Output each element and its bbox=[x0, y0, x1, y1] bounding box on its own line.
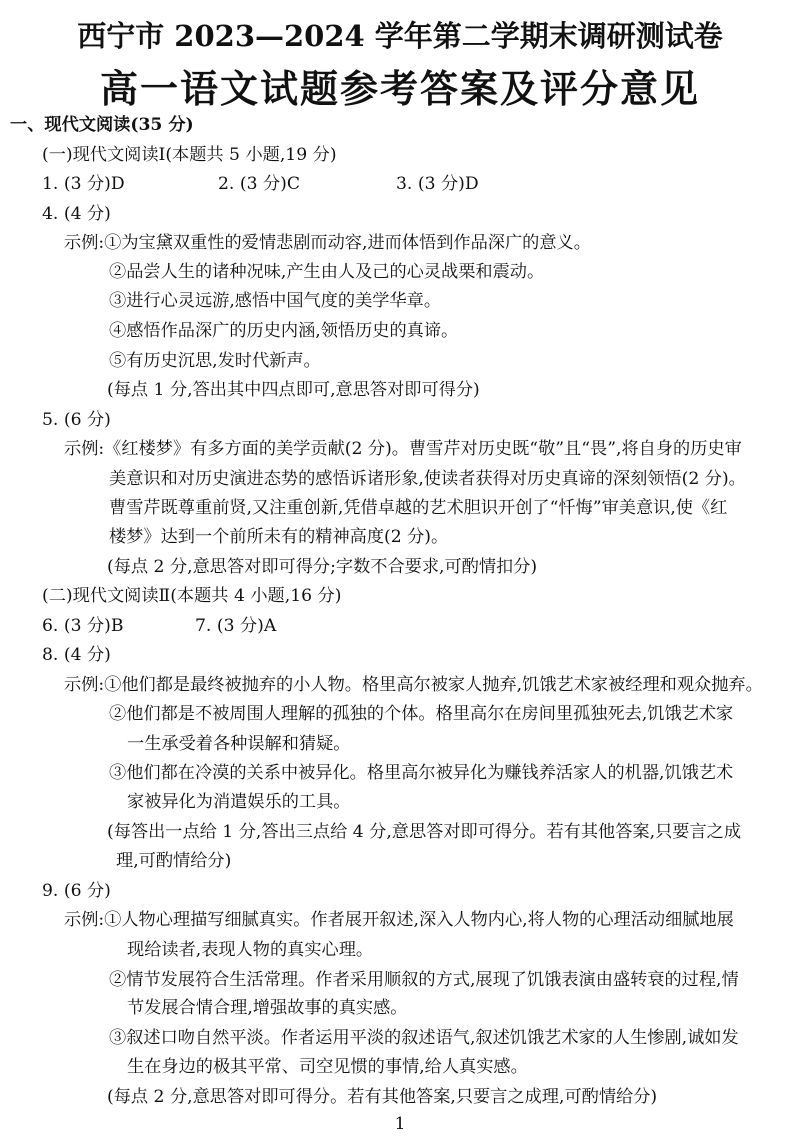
q4-line: ②品尝人生的诸种况味,产生由人及己的心灵战栗和震动。 bbox=[109, 262, 545, 283]
q5-line: 美意识和对历史演进态势的感悟诉诸形象,使读者获得对历史真谛的深刻领悟(2 分)。 bbox=[109, 468, 746, 489]
q9-line: 现给读者,表现人物的真实心理。 bbox=[127, 939, 374, 960]
part1-heading: (一)现代文阅读Ⅰ(本题共 5 小题,19 分) bbox=[42, 144, 337, 165]
q8-line: ③他们都在冷漠的关系中被异化。格里高尔被异化为赚钱养活家人的机器,饥饿艺术 bbox=[109, 763, 734, 784]
q4-line: 示例:①为宝黛双重性的爱情悲剧而动容,进而体悟到作品深广的意义。 bbox=[64, 232, 591, 253]
q8-scoring-note: (每答出一点给 1 分,答出三点给 4 分,意思答对即可得分。若有其他答案,只要言之成 bbox=[107, 822, 742, 843]
q5-line: 示例:《红楼梦》有多方面的美学贡献(2 分)。曹雪芹对历史既“敬”且“畏”,将自身的历史审 bbox=[64, 438, 742, 459]
q9-line: 示例:①人物心理描写细腻真实。作者展开叙述,深入人物内心,将人物的心理活动细腻地展 bbox=[64, 909, 734, 930]
q8-scoring-note: 理,可酌情给分) bbox=[116, 851, 232, 871]
page-number: 1 bbox=[394, 1114, 406, 1134]
answer-q2: 2. (3 分)C bbox=[218, 173, 301, 194]
q5-scoring-note: (每点 2 分,意思答对即可得分;字数不合要求,可酌情扣分) bbox=[107, 557, 538, 578]
q9-line: ②情节发展符合生活常理。作者采用顺叙的方式,展现了饥饿表演由盛转衰的过程,情 bbox=[109, 969, 739, 990]
section-heading: 一、现代文阅读(35 分) bbox=[10, 115, 194, 135]
q4-line: ③进行心灵远游,感悟中国气度的美学华章。 bbox=[109, 291, 442, 312]
answer-q7: 7. (3 分)A bbox=[195, 615, 277, 636]
q8-label: 8. (4 分) bbox=[42, 644, 111, 665]
q9-label: 9. (6 分) bbox=[42, 880, 111, 901]
q9-line: ③叙述口吻自然平淡。作者运用平淡的叙述语气,叙述饥饿艺术家的人生惨剧,诚如发 bbox=[109, 1028, 739, 1049]
answer-q1: 1. (3 分)D bbox=[42, 173, 125, 194]
q4-label: 4. (4 分) bbox=[42, 203, 111, 224]
q4-scoring-note: (每点 1 分,答出其中四点即可,意思答对即可得分) bbox=[107, 379, 480, 400]
q8-line: 一生承受着各种误解和猜疑。 bbox=[127, 733, 351, 754]
q5-label: 5. (6 分) bbox=[42, 409, 111, 430]
part2-heading: (二)现代文阅读Ⅱ(本题共 4 小题,16 分) bbox=[42, 586, 342, 607]
q4-line: ⑤有历史沉思,发时代新声。 bbox=[109, 351, 321, 371]
answer-q3: 3. (3 分)D bbox=[396, 173, 479, 194]
q9-line: 生在身边的极其平常、司空见惯的事情,给人真实感。 bbox=[127, 1057, 528, 1078]
exam-title: 西宁市 2023—2024 学年第二学期末调研测试卷 bbox=[77, 19, 723, 53]
q8-line: 家被异化为消遣娱乐的工具。 bbox=[127, 792, 351, 813]
q9-line: 节发展合情合理,增强故事的真实感。 bbox=[127, 998, 408, 1019]
q8-line: ②他们都是不被周围人理解的孤独的个体。格里高尔在房间里孤独死去,饥饿艺术家 bbox=[109, 703, 734, 724]
q4-line: ④感悟作品深广的历史内涵,领悟历史的真谛。 bbox=[109, 321, 459, 342]
q9-scoring-note: (每点 2 分,意思答对即可得分。若有其他答案,只要言之成理,可酌情给分) bbox=[107, 1087, 658, 1107]
q5-line: 曹雪芹既尊重前贤,又注重创新,凭借卓越的艺术胆识开创了“忏悔”审美意识,使《红 bbox=[109, 497, 728, 518]
document-title: 高一语文试题参考答案及评分意见 bbox=[99, 66, 700, 111]
answer-q6: 6. (3 分)B bbox=[42, 615, 124, 636]
q8-line: 示例:①他们都是最终被抛弃的小人物。格里高尔被家人抛弃,饥饿艺术家被经理和观众抛弃。 bbox=[64, 674, 763, 695]
q5-line: 楼梦》达到一个前所未有的精神高度(2 分)。 bbox=[109, 527, 449, 548]
